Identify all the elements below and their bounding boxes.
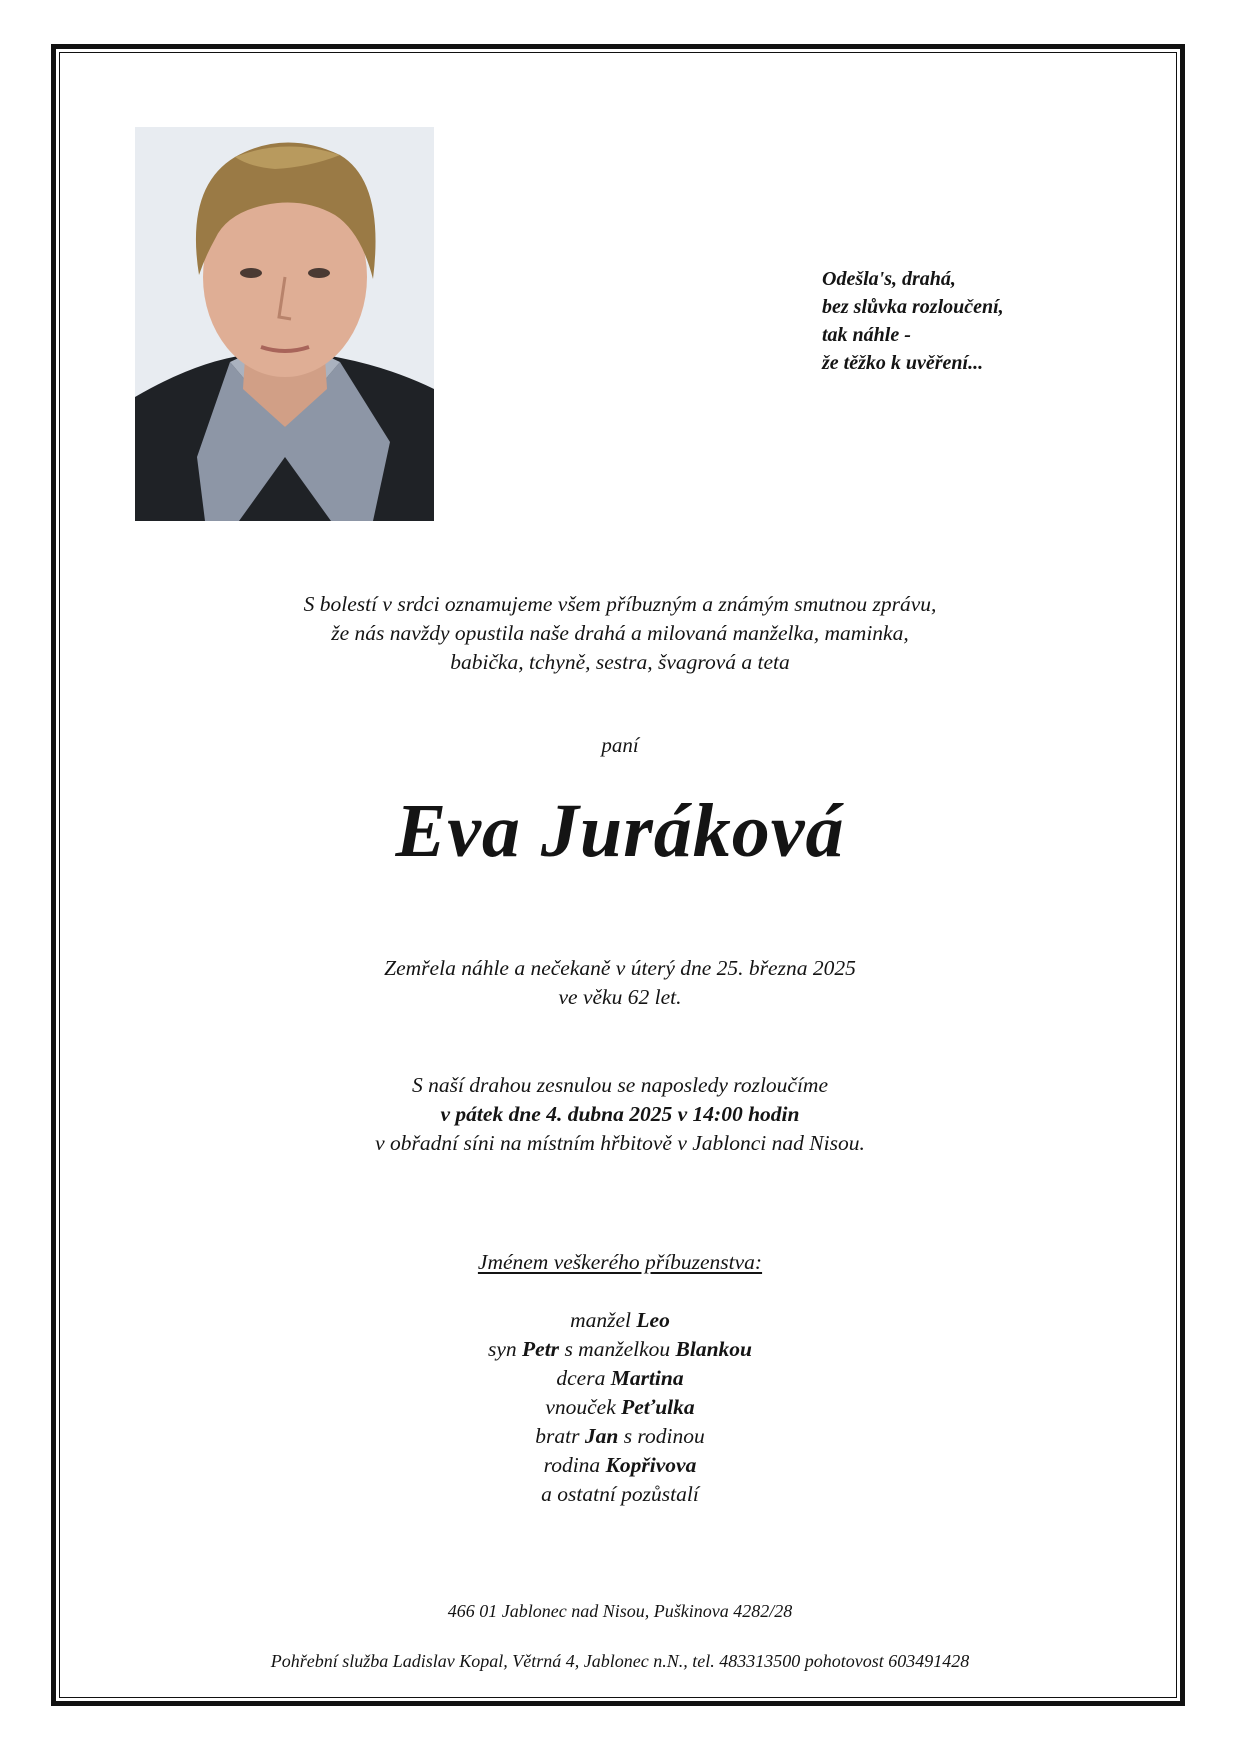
relative-name: Blankou [675, 1337, 752, 1361]
relation: vnouček [545, 1395, 622, 1419]
relative-row [110, 1364, 1130, 1393]
relation: dcera [556, 1366, 611, 1390]
death-notice [110, 954, 1130, 1012]
relative-name: Peťulka [621, 1395, 695, 1419]
funeral-intro: S naší drahou zesnulou se naposledy rozloučíme [411, 1073, 829, 1097]
relative-row [110, 1451, 1130, 1480]
funeral-details [110, 1071, 1130, 1158]
announcement-line: S bolestí v srdci oznamujeme všem příbuzným a známým smutnou zprávu, [303, 592, 937, 616]
announcement-line: že nás navždy opustila naše drahá a milovaná manželka, maminka, [331, 621, 909, 645]
relative-row [110, 1422, 1130, 1451]
funeral-service-footer: Pohřební služba Ladislav Kopal, Větrná 4, Jablonec n.N., tel. 483313500 pohotovost 603491428 [270, 1651, 970, 1671]
honorific: paní [601, 733, 639, 757]
family-address: 466 01 Jablonec nad Nisou, Puškinova 4282/28 [447, 1601, 793, 1621]
relative-name: Kopřivova [605, 1453, 697, 1477]
relation-connector: s manželkou [559, 1337, 676, 1361]
verse-line: tak náhle - [822, 324, 911, 346]
relation: syn [487, 1337, 523, 1361]
relation: a ostatní pozůstalí [541, 1482, 699, 1506]
relative-row [110, 1393, 1130, 1422]
relatives-list [110, 1306, 1130, 1509]
relative-name: Martina [610, 1366, 684, 1390]
relative-row [110, 1306, 1130, 1335]
funeral-location: v obřadní síni na místním hřbitově v Jablonci nad Nisou. [375, 1131, 865, 1155]
memorial-verse [822, 265, 1122, 377]
relation: rodina [543, 1453, 606, 1477]
relative-row [110, 1335, 1130, 1364]
portrait-photo [135, 127, 434, 521]
relative-name: Jan [584, 1424, 619, 1448]
deceased-name: Eva Juráková [395, 789, 845, 873]
announcement-line: babička, tchyně, sestra, švagrová a teta [450, 650, 790, 674]
death-notice-line: ve věku 62 let. [558, 985, 682, 1009]
relatives-heading: Jménem veškerého příbuzenstva: [477, 1250, 763, 1274]
relative-name: Leo [636, 1308, 670, 1332]
verse-line: Odešla's, drahá, [822, 268, 956, 290]
announcement-text [110, 590, 1130, 677]
verse-line: bez slůvka rozloučení, [822, 296, 1004, 318]
death-notice-line: Zemřela náhle a nečekaně v úterý dne 25. března 2025 [384, 956, 856, 980]
relation: manžel [570, 1308, 637, 1332]
relation: bratr [535, 1424, 585, 1448]
funeral-date-time: v pátek dne 4. dubna 2025 v 14:00 hodin [440, 1102, 800, 1126]
verse-line: že těžko k uvěření... [822, 352, 984, 374]
relative-row [110, 1480, 1130, 1509]
relation-suffix: s rodinou [618, 1424, 705, 1448]
relative-name: Petr [522, 1337, 560, 1361]
